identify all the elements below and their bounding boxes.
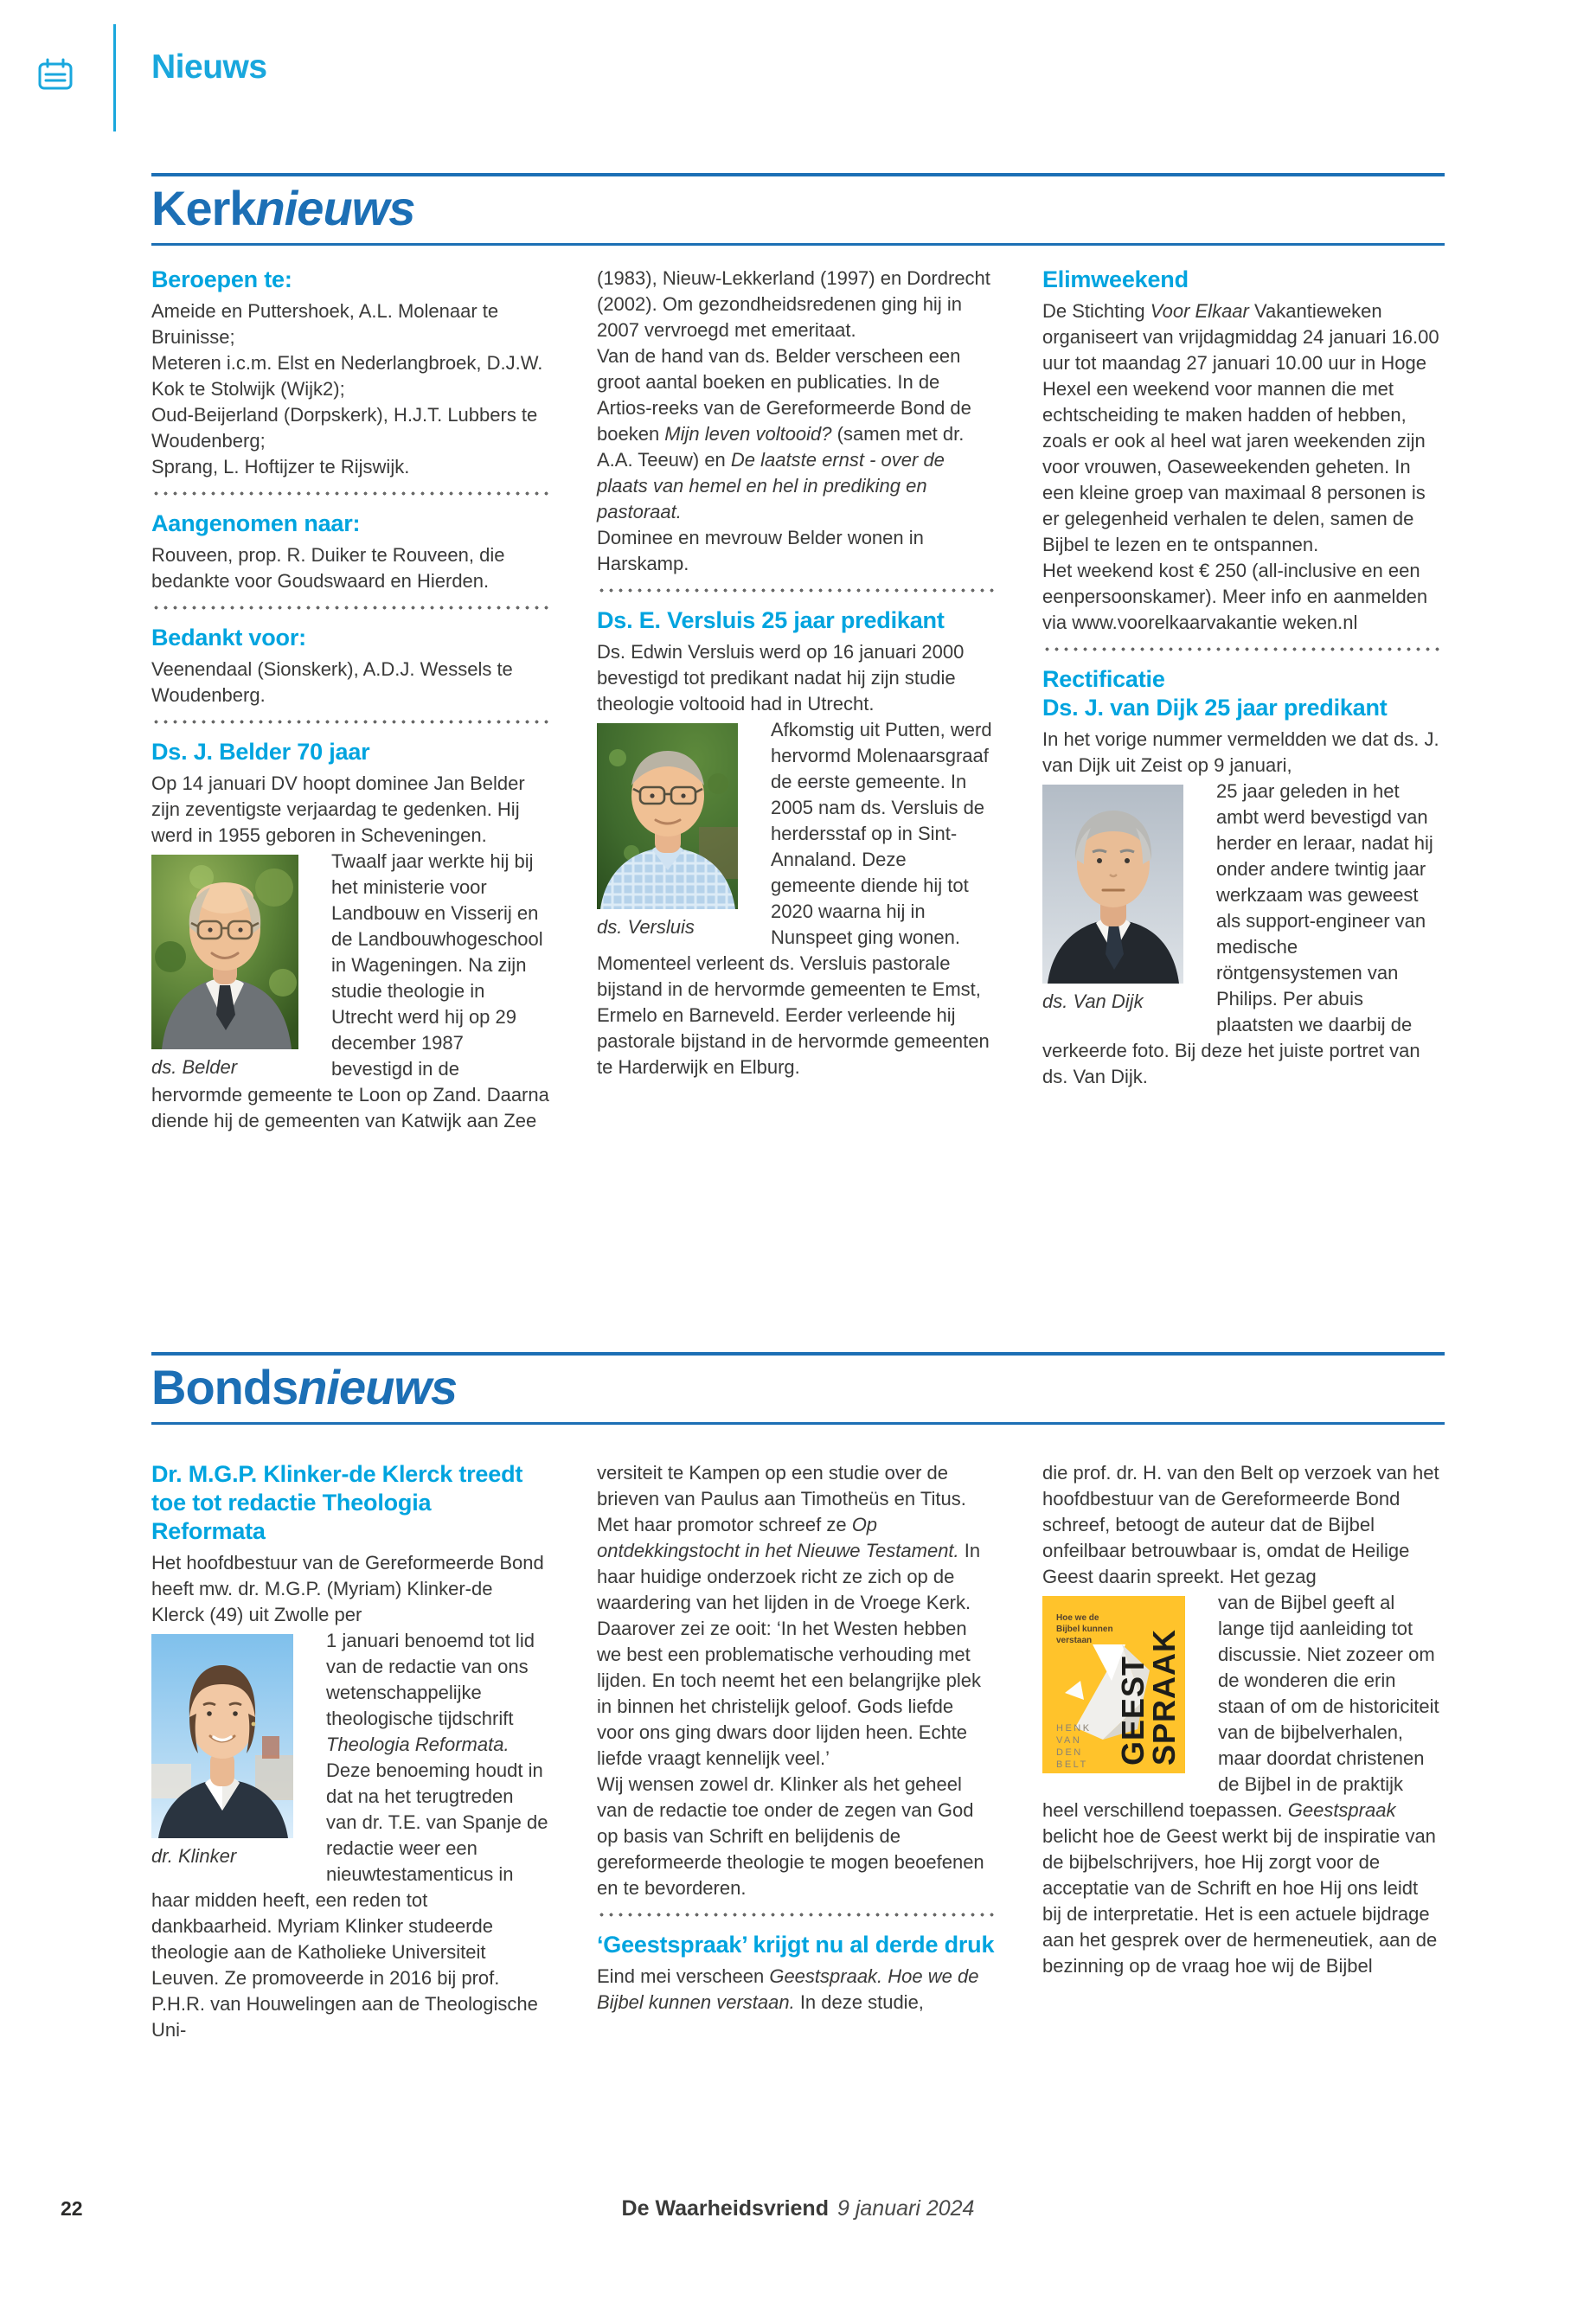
belder-intro: Op 14 januari DV hoopt dominee Jan Belder zijn zeventigste verjaardag te gedenken. Hij werd in 1955 geboren in Scheveningen. <box>151 772 525 846</box>
newspaper-icon <box>38 57 73 96</box>
aangenomen-text: Rouveen, prop. R. Duiker te Rouveen, die bedankte voor Goudswaard en Hierden. <box>151 544 505 592</box>
klinker-wish: Wij wensen zowel dr. Klinker als het geheel van de redactie toe onder de zegen van God op basis van Schrift en belijdenis de gereformeerde theologie te mogen beoefenen en te bevorderen. <box>597 1773 984 1899</box>
aangenomen-heading: Aangenomen naar: <box>151 510 361 536</box>
svg-text:BELT: BELT <box>1056 1759 1088 1770</box>
footer <box>0 2196 1596 2221</box>
kerk-column-2 <box>597 266 995 1080</box>
belder-caption: ds. Belder <box>151 1056 238 1078</box>
kerknieuws-section-header <box>151 173 1445 246</box>
elim-heading: Elimweekend <box>1042 266 1189 292</box>
belder-residence: Dominee en mevrouw Belder wonen in Harskamp. <box>597 527 924 574</box>
svg-text:SPRAAK: SPRAAK <box>1146 1628 1182 1766</box>
geestspraak-heading: ‘Geestspraak’ krijgt nu al derde druk <box>597 1932 995 1958</box>
bonds-column-2 <box>597 1460 995 2016</box>
versluis-intro: Ds. Edwin Versluis werd op 16 januari 2000 bevestigd tot predikant nadat hij zijn studie theologie voltooid had in Utrecht. <box>597 641 965 715</box>
belder-body: Twaalf jaar werkte hij bij het ministerie voor Landbouw en Visserij en de Landbouwhogeschool in Wageningen. Na zijn studie theologie in Utrecht werd hij op 29 december 1987 bevestigd in de hervormde gemeente te Loon op Zand. Daarna diende hij de gemeenten van Katwijk aan Zee <box>151 850 549 1131</box>
klinker-photo <box>151 1634 293 1868</box>
rectificatie-body: 25 jaar geleden in het ambt werd bevestigd van herder en leraar, nadat hij onder andere twintig jaar werkzaam was geweest als support-engineer van medische röntgensystemen van Philips. Per abuis plaatsten we daarbij de verkeerde foto. Bij deze het juiste portret van ds. Van Dijk. <box>1042 780 1433 1087</box>
dotted-divider <box>151 491 549 496</box>
beroepen-item: Meteren i.c.m. Elst en Nederlangbroek, D.J.W. Kok te Stolwijk (Wijk2); <box>151 352 543 400</box>
beroepen-heading: Beroepen te: <box>151 266 292 292</box>
elim-body: De Stichting Voor Elkaar Vakantieweken organiseert van vrijdagmiddag 24 januari 16.00 uur tot maandag 27 januari 10.00 uur in Hoge Hexel een weekend voor mannen die met echtscheiding te maken hadden of hebben, zoals er ook al heel wat jaren weekenden zijn voor vrouwen, Oaseweekenden geheten. In een kleine groep van maximaal 8 personen is er gelegenheid verhalen te delen, samen de Bijbel te lezen en te ontspannen. <box>1042 300 1439 555</box>
belder-continued: (1983), Nieuw-Lekkerland (1997) en Dordrecht (2002). Om gezondheidsredenen ging hij in 2007 vervroegd met emeritaat. <box>597 267 990 341</box>
belder-photo <box>151 855 298 1079</box>
klinker-caption: dr. Klinker <box>151 1845 237 1867</box>
svg-text:verstaan: verstaan <box>1056 1636 1093 1645</box>
geestspraak-cont: die prof. dr. H. van den Belt op verzoek van het hoofdbestuur van de Gereformeerde Bond schreef, betoogt de auteur dat de Bijbel onfeilbaar betrouwbaar is, omdat de Heilige Geest daarin spreekt. Het gezag <box>1042 1462 1439 1587</box>
vandijk-photo <box>1042 785 1183 1013</box>
dotted-divider <box>1042 647 1440 651</box>
dotted-divider <box>151 720 549 724</box>
kerknieuws-columns <box>151 266 1445 1338</box>
versluis-body: Afkomstig uit Putten, werd hervormd Molenaarsgraaf de eerste gemeente. In 2005 nam ds. Versluis de herdersstaf op in Sint-Annaland. Deze gemeente diende hij tot 2020 waarna hij in Nunspeet ging wonen. Momenteel verleent ds. Versluis pastorale bijstand in de hervormde gemeenten te Emst, Ermelo en Barneveld. Eerder verleende hij pastorale bijstand in de hervormde gemeenten te Harderwijk en Elburg. <box>597 719 992 1078</box>
bondsnieuws-columns <box>151 1460 1445 2135</box>
cover-author: HENK <box>1056 1723 1092 1734</box>
rectificatie-heading: Rectificatie <box>1042 666 1165 692</box>
svg-text:VAN: VAN <box>1056 1735 1082 1746</box>
footer-date: 9 januari 2024 <box>836 2196 975 2221</box>
klinker-intro: Het hoofdbestuur van de Gereformeerde Bond heeft mw. dr. M.G.P. (Myriam) Klinker-de Klerck (49) uit Zwolle per <box>151 1552 544 1625</box>
masthead-divider <box>113 24 116 131</box>
cover-tagline: Hoe we de <box>1056 1613 1099 1623</box>
svg-text:Bijbel kunnen: Bijbel kunnen <box>1056 1625 1113 1634</box>
page-number: 22 <box>61 2197 83 2220</box>
footer-brand: De Waarheidsvriend <box>621 2196 829 2221</box>
dotted-divider <box>597 588 995 593</box>
bondsnieuws-section-header <box>151 1352 1445 1425</box>
klinker-body: 1 januari benoemd tot lid van de redactie van ons wetenschappelijke theologische tijdschrift Theologia Reformata. Deze benoeming houdt in dat na het terugtreden van dr. T.E. van Spanje de redactie weer een nieuwtestamenticus in haar midden heeft, een reden tot dankbaarheid. Myriam Klinker studeerde theologie aan de Katholieke Universiteit Leuven. Ze promoveerde in 2016 bij prof. P.H.R. van Houwelingen aan de Theologische Uni- <box>151 1630 548 2041</box>
section-title: Bondsnieuws <box>151 1360 458 1414</box>
geestspraak-book-cover <box>1042 1596 1185 1773</box>
dotted-divider <box>597 1913 995 1917</box>
bedankt-heading: Bedankt voor: <box>151 625 306 651</box>
kerk-column-1 <box>151 266 549 1134</box>
dotted-divider <box>151 606 549 610</box>
elim-info: Het weekend kost € 250 (all-inclusive en een eenpersoonskamer). Meer info en aanmelden via www.voorelkaarvakantie weken.nl <box>1042 560 1428 633</box>
bedankt-text: Veenendaal (Sionskerk), A.D.J. Wessels te Woudenberg. <box>151 658 513 706</box>
beroepen-item: Sprang, L. Hoftijzer te Rijswijk. <box>151 456 410 478</box>
section-title: Kerknieuws <box>151 181 415 235</box>
vandijk-heading: Ds. J. van Dijk 25 jaar predikant <box>1042 695 1388 721</box>
kerk-column-3 <box>1042 266 1440 1090</box>
versluis-heading: Ds. E. Versluis 25 jaar predikant <box>597 607 945 633</box>
bonds-column-3 <box>1042 1460 1440 1979</box>
vandijk-caption: ds. Van Dijk <box>1042 990 1144 1012</box>
versluis-caption: ds. Versluis <box>597 916 695 938</box>
beroepen-item: Oud-Beijerland (Dorpskerk), H.J.T. Lubbers te Woudenberg; <box>151 404 538 452</box>
belder-books: Van de hand van ds. Belder verscheen een groot aantal boeken en publicaties. In de Artios-reeks van de Gereformeerde Bond de boeken Mijn leven voltooid? (samen met dr. A.A. Teeuw) en De laatste ernst - over de plaats van hemel en hel in prediking en pastoraat. <box>597 345 971 522</box>
geestspraak-intro: Eind mei verscheen Geestspraak. Hoe we de Bijbel kunnen verstaan. In deze studie, <box>597 1965 979 2013</box>
geestspraak-body: van de Bijbel geeft al lange tijd aanleiding tot discussie. Niet zozeer om de wonderen die erin staan of om de historiciteit van de bijbelverhalen, maar doordat christenen de Bijbel in de praktijk heel verschillend toepassen. Geestspraak belicht hoe de Geest werkt bij de inspiratie van de bijbelschrijvers, hoe Hij zorgt voor de acceptatie van de Schrift en hoe Hij ons leidt bij de interpretatie. Het is een actuele bijdrage aan het gesprek over de hermeneutiek, aan de bezinning op de vraag hoe wij de Bijbel <box>1042 1592 1439 1977</box>
rectificatie-intro: In het vorige nummer vermeldden we dat ds. J. van Dijk uit Zeist op 9 januari, <box>1042 728 1439 776</box>
svg-text:DEN: DEN <box>1056 1747 1083 1758</box>
cover-title: GEEST <box>1115 1655 1151 1766</box>
bonds-column-1 <box>151 1460 549 2043</box>
klinker-continued: versiteit te Kampen op een studie over de brieven van Paulus aan Timotheüs en Titus. Met haar promotor schreef ze Op ontdekkingstocht in het Nieuwe Testament. In haar huidige onderzoek richt ze zich op de waardering van het lijden in de Vroege Kerk. Daarover zei ze ooit: ‘In het Westen hebben we best een problematische verhouding met lijden. En toch neemt het een belangrijke plek in binnen het christelijk geloof. Gods liefde voor ons ging dwars door lijden heen. Echte liefde vraagt kennelijk veel.’ <box>597 1462 981 1769</box>
versluis-photo <box>597 723 738 939</box>
beroepen-item: Ameide en Puttershoek, A.L. Molenaar te Bruinisse; <box>151 300 499 348</box>
klinker-heading: Dr. M.G.P. Klinker-de Klerck treedt toe tot redactie Theologia Reformata <box>151 1461 523 1544</box>
belder-heading: Ds. J. Belder 70 jaar <box>151 739 370 765</box>
page-kicker: Nieuws <box>151 48 267 86</box>
